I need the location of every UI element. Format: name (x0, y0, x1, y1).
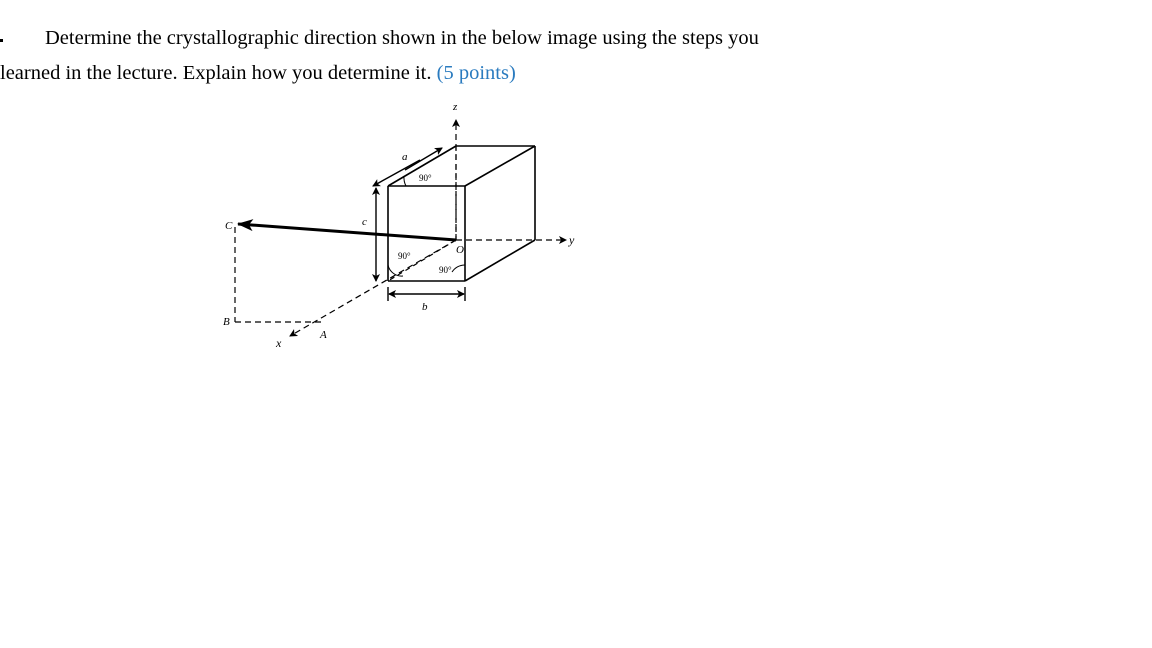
angle-label-right: 90° (439, 265, 452, 275)
points-label: (5 points) (436, 62, 516, 84)
point-b-label: B (223, 316, 230, 328)
question-text: learned in the lecture. Explain how you determine it. (0, 62, 432, 84)
construction-lines (235, 227, 325, 322)
axis-y-label: y (569, 233, 575, 247)
lattice-arrow-a (373, 148, 442, 186)
axis-x-label: x (276, 336, 282, 350)
angle-label-top: 90° (419, 173, 432, 183)
axis-z-label: z (453, 101, 458, 113)
direction-vector (238, 224, 456, 240)
angle-label-left: 90° (398, 251, 411, 261)
angle-arcs (388, 176, 465, 276)
point-c-label: C (225, 220, 233, 232)
lattice-label-a: a (402, 151, 408, 163)
x-axis (290, 240, 456, 336)
question-line-1: Determine the crystallographic direction shown in the below image using the steps you (45, 27, 759, 49)
point-a-label: A (320, 329, 327, 341)
lattice-label-c: c (362, 216, 367, 228)
point-o-label: O (456, 244, 464, 256)
lattice-arrow-b (388, 287, 465, 301)
lattice-label-b: b (422, 301, 428, 313)
